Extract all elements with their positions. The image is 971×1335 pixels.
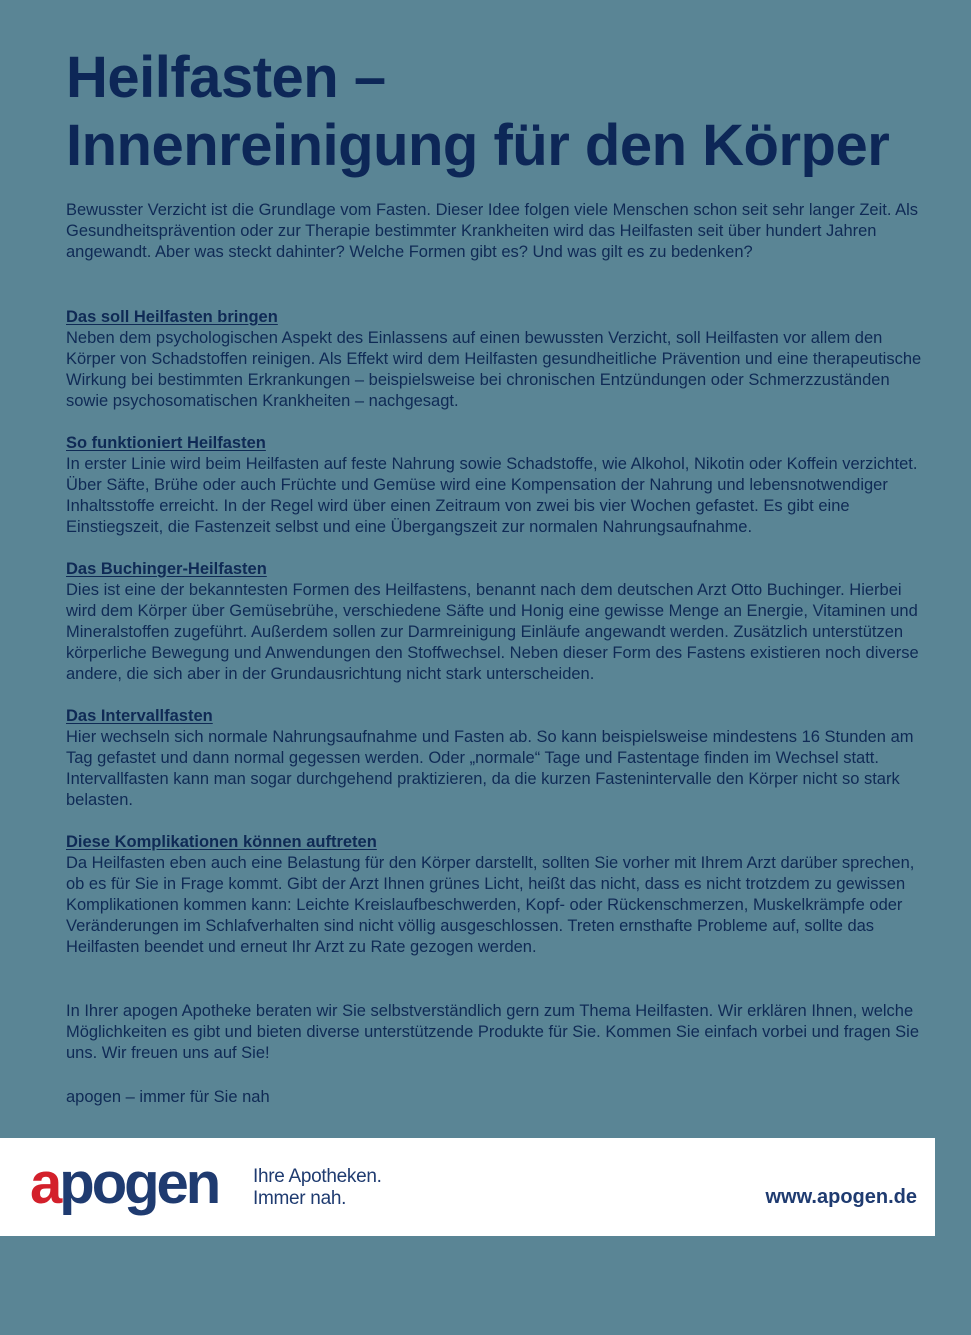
section-heading: Diese Komplikationen können auftreten bbox=[66, 833, 377, 851]
section-buchinger bbox=[66, 559, 936, 685]
section-body: Hier wechseln sich normale Nahrungsaufnahme und Fasten ab. So kann beispielsweise mindestens 16 Stunden am Tag gefastet und dann normal gegessen werden. Oder „normale“ Tage und Fastentage finden im Wechsel statt. Intervallfasten kann man sogar durchgehend praktizieren, da die kurzen Fastenintervalle den Körper nicht so stark belasten. bbox=[66, 728, 914, 809]
logo-letter-a: a bbox=[30, 1151, 60, 1216]
section-body: Dies ist eine der bekanntesten Formen des Heilfastens, benannt nach dem deutschen Arzt Otto Buchinger. Hierbei wird dem Körper über Gemüsebrühe, verschiedene Säfte und Honig eine gewisse Menge an Energie, Vitaminen und Mineralstoffen zugeführt. Außerdem sollen zur Darmreinigung Einläufe angewandt werden. Zusätzlich unterstützen körperliche Bewegung und Anwendungen den Stoffwechsel. Neben dieser Form des Fastens existieren noch diverse andere, die sich aber in der Grundausrichtung nicht stark unterscheiden. bbox=[66, 581, 919, 683]
section-body: In erster Linie wird beim Heilfasten auf feste Nahrung sowie Schadstoffe, wie Alkohol, Nikotin oder Koffein verzichtet. Über Säfte, Brühe oder auch Früchte und Gemüse wird eine Kompensation der Nahrung und lebensnotwendiger Inhaltsstoffe erreicht. In der Regel wird über einen Zeitraum von zwei bis vier Wochen gefastet. Es gibt eine Einstiegszeit, die Fastenzeit selbst und eine Übergangszeit zur normalen Nahrungsaufnahme. bbox=[66, 455, 918, 536]
section-heading: Das Buchinger-Heilfasten bbox=[66, 560, 267, 578]
apogen-logo bbox=[30, 1152, 218, 1216]
website-link[interactable]: www.apogen.de bbox=[765, 1186, 917, 1208]
slogan bbox=[253, 1166, 382, 1210]
signature: apogen – immer für Sie nah bbox=[66, 1088, 270, 1106]
title-line-1: Heilfasten – bbox=[66, 45, 386, 110]
article bbox=[66, 44, 936, 1125]
title-line-2: Innenreinigung für den Körper bbox=[66, 113, 890, 178]
section-body: Neben dem psychologischen Aspekt des Einlassens auf einen bewussten Verzicht, soll Heilfasten vor allem den Körper von Schadstoffen reinigen. Als Effekt wird dem Heilfasten gesundheitliche Prävention und eine therapeutische Wirkung bei bestimmten Erkrankungen – beispielsweise bei chronischen Entzündungen oder Schmerzzuständen sowie psychosomatischen Krankheiten – nachgesagt. bbox=[66, 329, 922, 410]
section-heading: Das soll Heilfasten bringen bbox=[66, 308, 278, 326]
closing-paragraph: In Ihrer apogen Apotheke beraten wir Sie selbstverständlich gern zum Thema Heilfasten. Wir erklären Ihnen, welche Möglichkeiten es gibt und bieten diverse unterstützende Produkte für Sie. Kommen Sie einfach vorbei und fragen Sie uns. Wir freuen uns auf Sie! bbox=[66, 1002, 920, 1062]
intro-paragraph: Bewusster Verzicht ist die Grundlage vom Fasten. Dieser Idee folgen viele Menschen schon seit sehr langer Zeit. Als Gesundheitsprävention oder zur Therapie bestimmter Krankheiten wird das Heilfasten seit über hundert Jahren angewandt. Aber was steckt dahinter? Welche Formen gibt es? Und was gilt es zu bedenken? bbox=[66, 201, 919, 261]
section-body: Da Heilfasten eben auch eine Belastung für den Körper darstellt, sollten Sie vorher mit Ihrem Arzt darüber sprechen, ob es für Sie in Frage kommt. Gibt der Arzt Ihnen grünes Licht, heißt das nicht, dass es nicht trotzdem zu gewissen Komplikationen kommen kann: Leichte Kreislaufbeschwerden, Kopf- oder Rückenschmerzen, Muskelkrämpfe oder Veränderungen im Schlafverhalten sind nicht völlig ausgeschlossen. Treten ernsthafte Probleme auf, sollte das Heilfasten beendet und erneut Ihr Arzt zu Rate gezogen werden. bbox=[66, 854, 915, 956]
slogan-line-2: Immer nah. bbox=[253, 1188, 347, 1209]
section-interval bbox=[66, 706, 936, 811]
section-heading: So funktioniert Heilfasten bbox=[66, 434, 266, 452]
section-heading: Das Intervallfasten bbox=[66, 707, 213, 725]
section-complications bbox=[66, 832, 936, 958]
logo-text: pogen bbox=[59, 1151, 219, 1216]
footer-banner bbox=[0, 1138, 935, 1236]
section-how-it-works bbox=[66, 433, 936, 538]
page-title bbox=[66, 44, 936, 180]
slogan-line-1: Ihre Apotheken. bbox=[253, 1166, 382, 1187]
section-benefits bbox=[66, 307, 936, 412]
